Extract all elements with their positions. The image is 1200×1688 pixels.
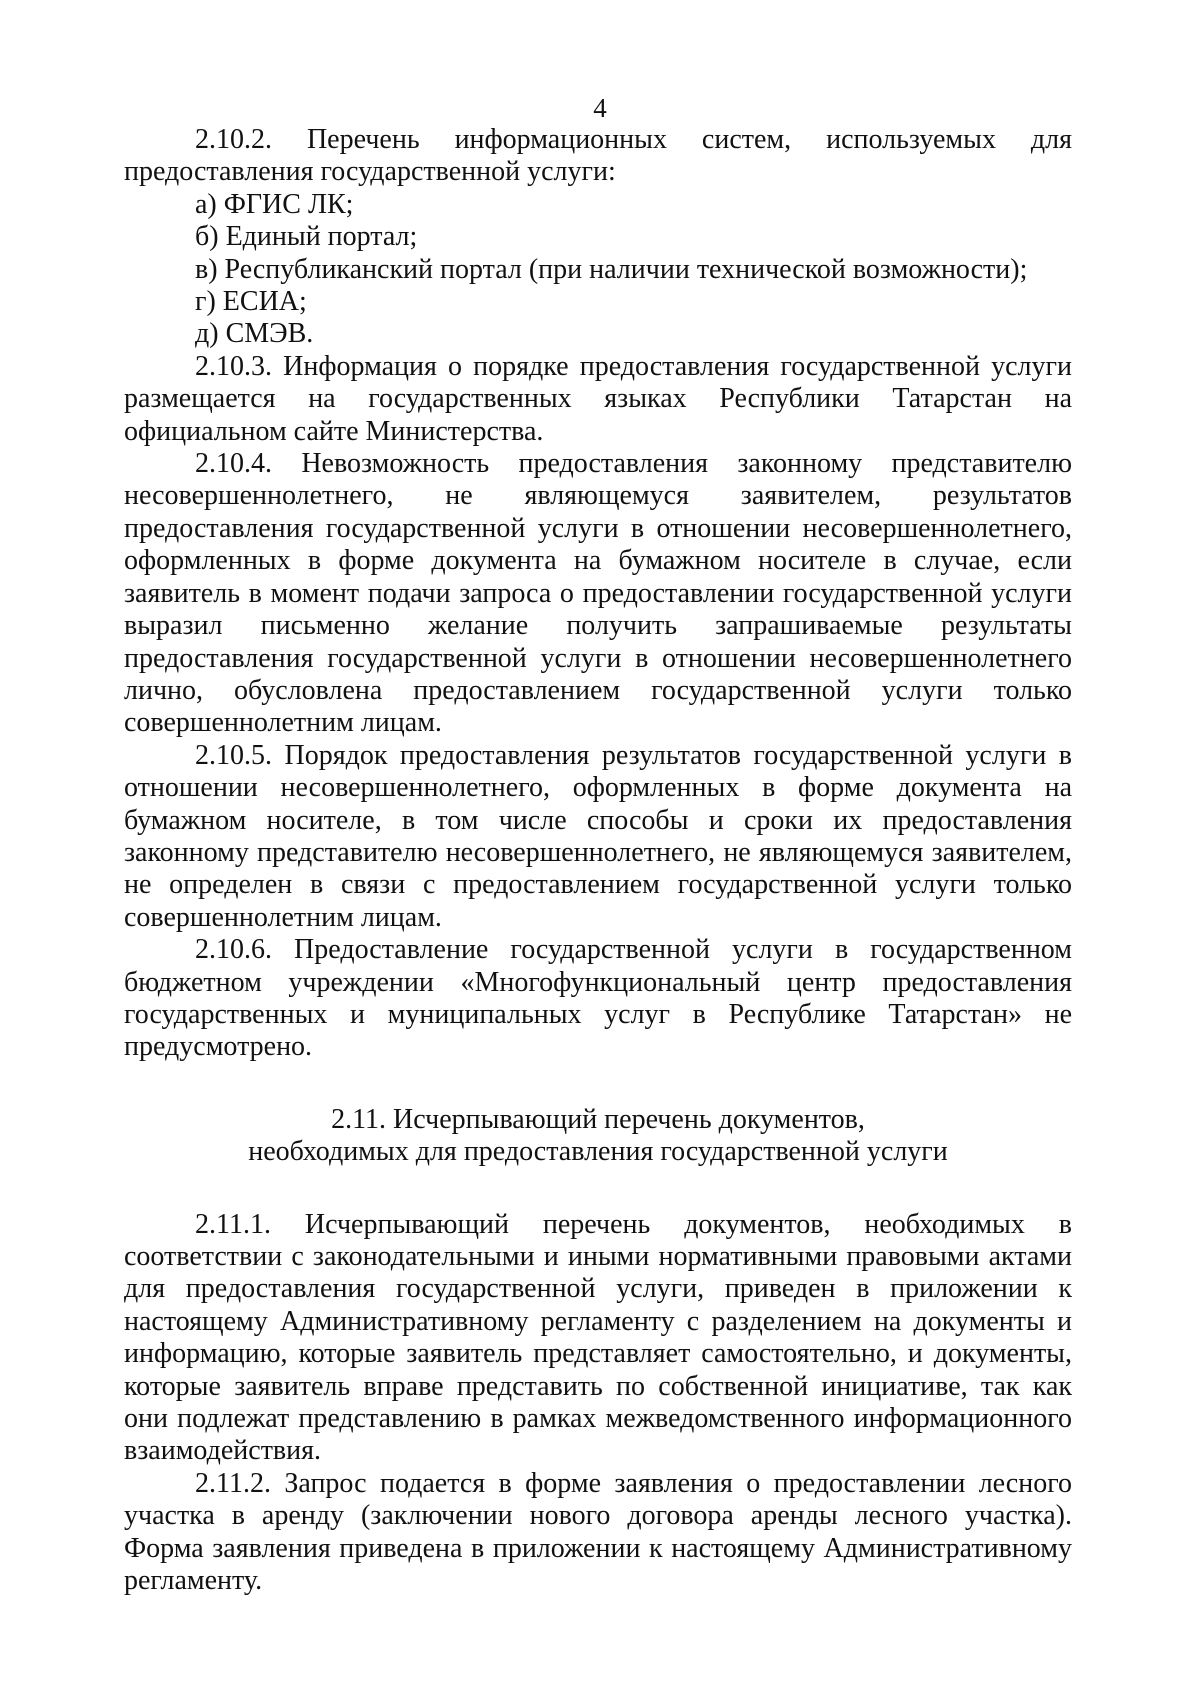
paragraph-2-10-2: 2.10.2. Перечень информационных систем, используемых для предоставления государственной услуги: [124,124,1072,188]
list-item-b: б) Единый портал; [195,221,418,253]
list-item-v: в) Республиканский портал (при наличии технической возможности); [195,253,1028,285]
paragraph-2-10-5: 2.10.5. Порядок предоставления результатов государственной услуги в отношении несовершеннолетнего, оформленных в форме документа на бумажном носителе, в том числе способы и сроки их предоставления законному представителю несовершеннолетнего, не являющемуся заявителем, не определен в связи с предоставлением государственной услуги только совершеннолетним лицам. [124,739,1072,933]
list-item-d: д) СМЭВ. [195,318,314,350]
page-number: 4 [593,93,607,123]
paragraph-2-10-3: 2.10.3. Информация о порядке предоставления государственной услуги размещается на государственных языках Республики Татарстан на официальном сайте Министерства. [124,350,1072,447]
section-heading-line-2: необходимых для предоставления государственной услуги [248,1136,948,1168]
paragraph-2-10-4: 2.10.4. Невозможность предоставления законному представителю несовершеннолетнего, не являющемуся заявителем, результатов предоставления государственной услуги в отношении несовершеннолетнего, оформленных в форме документа на бумажном носителе в случае, если заявитель в момент подачи запроса о предоставлении государственной услуги выразил письменно желание получить запрашиваемые результаты предоставления государственной услуги в отношении несовершеннолетнего лично, обусловлена предоставлением государственной услуги только совершеннолетним лицам. [124,448,1072,739]
list-item-g: г) ЕСИА; [195,286,307,318]
list-item-a: а) ФГИС ЛК; [195,188,354,220]
section-heading-2-11 [124,1104,1072,1169]
section-heading-line-1: 2.11. Исчерпывающий перечень документов, [331,1103,865,1135]
document-body [124,124,1072,1597]
paragraph-2-10-6: 2.10.6. Предоставление государственной услуги в государственном бюджетном учреждении «Многофункциональный центр предоставления государственных и муниципальных услуг в Республике Татарстан» не предусмотрено. [124,934,1072,1063]
paragraph-2-11-1: 2.11.1. Исчерпывающий перечень документов, необходимых в соответствии с законодательными и иными нормативными правовыми актами для предоставления государственной услуги, приведен в приложении к настоящему Административному регламенту с разделением на документы и информацию, которые заявитель представляет самостоятельно, и документы, которые заявитель вправе представить по собственной инициативе, так как они подлежат представлению в рамках межведомственного информационного взаимодействия. [124,1208,1072,1467]
paragraph-2-11-2: 2.11.2. Запрос подается в форме заявления о предоставлении лесного участка в аренду (заключении нового договора аренды лесного участка). Форма заявления приведена в приложении к настоящему Административному регламенту. [124,1467,1072,1597]
